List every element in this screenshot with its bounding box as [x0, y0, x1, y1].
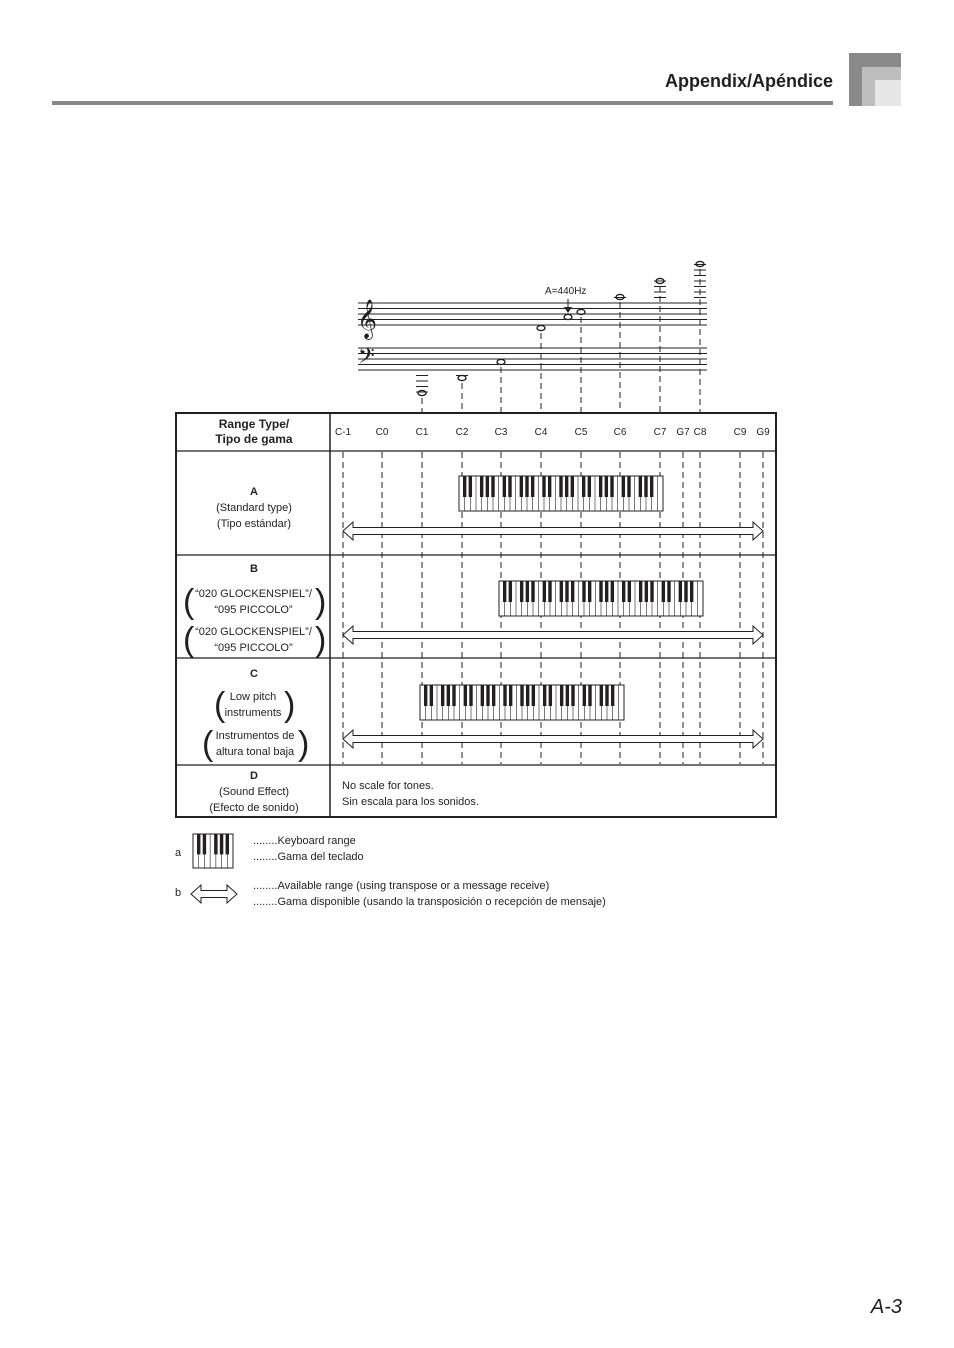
legend-b-line2: ........Gama disponible (usando la transposición o recepción de mensaje): [253, 896, 606, 908]
row-d-note: [342, 778, 479, 810]
row-b-paren-1: [191, 586, 316, 618]
note-label-c3: C3: [494, 427, 508, 438]
bass-clef-icon: 𝄢: [358, 344, 375, 374]
row-d-label: [177, 768, 331, 816]
row-b-p1b: “095 PICCOLO”: [214, 604, 293, 616]
row-d-line2: (Efecto de sonido): [209, 802, 299, 814]
row-c-paren-1: [221, 689, 285, 721]
row-c-p2b: altura tonal baja: [215, 746, 295, 758]
black-key: [197, 834, 200, 854]
legend-b-text: [253, 878, 606, 910]
note-head: [537, 325, 545, 330]
legend-b-line1: ........Available range (using transpose or a message receive): [253, 880, 550, 892]
note-label-c4: C4: [534, 427, 548, 438]
row-c-paren-2: [210, 728, 300, 760]
note-head: [418, 390, 426, 395]
row-b-paren-open-1: (: [183, 583, 195, 621]
row-b-paren-2: [191, 624, 316, 656]
row-b-paren-close-2: ): [315, 621, 327, 659]
black-key: [220, 834, 223, 854]
row-a-letter: A: [250, 486, 258, 498]
note-head: [564, 314, 572, 319]
row-b-paren-open-2: (: [183, 621, 195, 659]
row-c-p2a: Instrumentos de: [215, 730, 295, 742]
legend-double-arrow-icon: [191, 885, 237, 903]
row-d-note1: No scale for tones.: [342, 780, 434, 792]
row-c-paren-open-2: (: [202, 725, 214, 763]
a440-label: A=440Hz: [545, 286, 587, 297]
note-label-c0: C0: [375, 427, 389, 438]
row-b-letter: B: [250, 563, 258, 575]
note-label-c1: C1: [415, 427, 429, 438]
legend-a-text: [253, 833, 364, 865]
note-label-g7: G7: [676, 427, 690, 438]
note-head: [497, 359, 505, 364]
row-c-paren-close-2: ): [298, 725, 310, 763]
row-b-p2b: “095 PICCOLO”: [214, 642, 293, 654]
note-label-c9: C9: [733, 427, 747, 438]
black-key: [203, 834, 206, 854]
row-d-line1: (Sound Effect): [218, 786, 290, 798]
black-key: [214, 834, 217, 854]
note-label-c2: C2: [455, 427, 469, 438]
table-header-line2: Tipo de gama: [215, 432, 293, 446]
black-key: [226, 834, 229, 854]
row-b-p1a: “020 GLOCKENSPIEL”/: [195, 588, 312, 600]
row-d-note2: Sin escala para los sonidos.: [342, 796, 479, 808]
legend-a-line2: ........Gama del teclado: [253, 851, 364, 863]
page-title: Appendix/Apéndice: [664, 71, 833, 91]
row-b-p2a: “020 GLOCKENSPIEL”/: [195, 626, 312, 638]
row-c-paren-close-1: ): [284, 686, 296, 724]
legend-a-line1: ........Keyboard range: [253, 835, 356, 847]
note-label-c-1: C-1: [334, 427, 352, 438]
row-a-line1: (Standard type): [216, 502, 292, 514]
table-header: [177, 417, 331, 447]
row-c-p1a: Low pitch: [229, 691, 277, 703]
note-label-c6: C6: [613, 427, 627, 438]
row-c-paren-open-1: (: [214, 686, 226, 724]
table-header-line1: Range Type/: [218, 417, 290, 431]
note-label-c5: C5: [574, 427, 588, 438]
note-label-g9: G9: [756, 427, 770, 438]
legend-b-label: b: [175, 887, 182, 899]
range-table: [175, 412, 777, 818]
row-c-p1b: instruments: [224, 707, 282, 719]
note-label-c8: C8: [693, 427, 707, 438]
row-a-label: [177, 484, 331, 532]
a440-arrow-head: [564, 307, 572, 313]
row-d-letter: D: [250, 770, 258, 782]
page-number: A-3: [870, 1296, 902, 1318]
legend-a-label: a: [175, 847, 182, 859]
note-label-c7: C7: [653, 427, 667, 438]
row-b-paren-close-1: ): [315, 583, 327, 621]
row-a-line2: (Tipo estándar): [216, 518, 292, 530]
row-c-letter: C: [250, 668, 258, 680]
note-head: [458, 375, 466, 380]
treble-clef-icon: 𝄞: [357, 299, 378, 339]
